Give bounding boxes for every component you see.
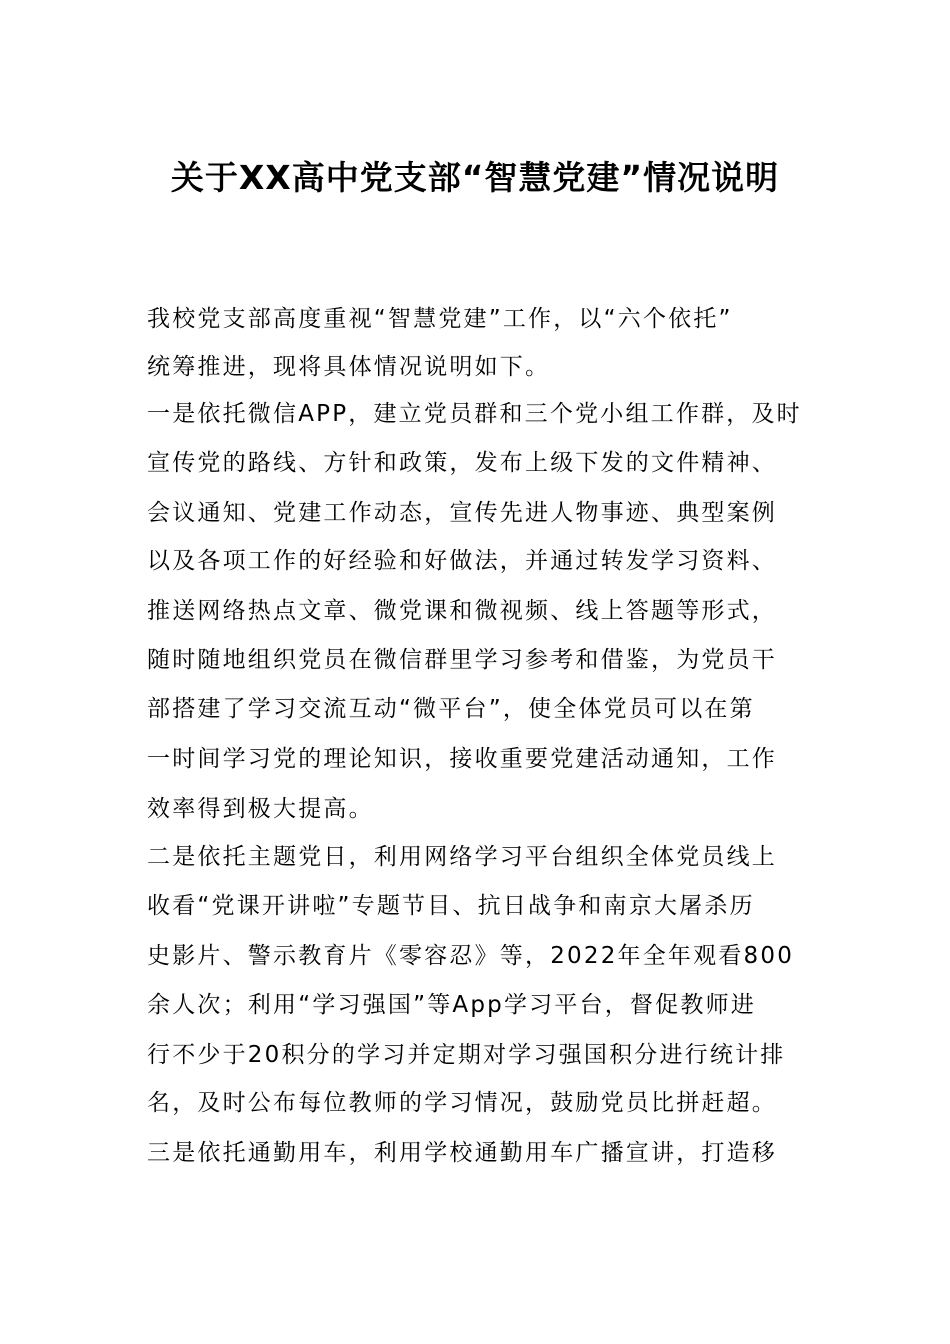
body-line: 以及各项工作的好经验和好做法，并通过转发学习资料、 — [147, 548, 777, 574]
body-line: 随时随地组织党员在微信群里学习参考和借鉴，为党员干 — [147, 647, 777, 673]
body-line: 行不少于20积分的学习并定期对学习强国积分进行统计排 — [147, 1042, 786, 1068]
body-line: 一是依托微信APP，建立党员群和三个党小组工作群，及时 — [147, 401, 802, 427]
body-line: 余人次；利用“学习强国”等App学习平台，督促教师进 — [147, 992, 756, 1018]
body-line: 二是依托主题党日，利用网络学习平台组织全体党员线上 — [147, 844, 777, 870]
body-line: 一时间学习党的理论知识，接收重要党建活动通知，工作 — [147, 746, 777, 772]
body-line: 三是依托通勤用车，利用学校通勤用车广播宣讲，打造移 — [147, 1140, 777, 1166]
document-title: 关于XX高中党支部“智慧党建”情况说明 — [170, 158, 780, 197]
body-line: 效率得到极大提高。 — [147, 796, 374, 822]
body-line: 统筹推进，现将具体情况说明如下。 — [147, 354, 551, 380]
body-line: 部搭建了学习交流互动“微平台”，使全体党员可以在第 — [147, 696, 755, 722]
body-line: 收看“党课开讲啦”专题节目、抗日战争和南京大屠杀历 — [147, 893, 755, 919]
body-line: 会议通知、党建工作动态，宣传先进人物事迹、典型案例 — [147, 500, 777, 526]
body-line: 推送网络热点文章、微党课和微视频、线上答题等形式， — [147, 598, 777, 624]
body-line: 名，及时公布每位教师的学习情况，鼓励党员比拼赶超。 — [147, 1090, 777, 1116]
body-line: 史影片、警示教育片《零容忍》等，2022年全年观看800 — [147, 943, 795, 969]
body-line: 宣传党的路线、方针和政策，发布上级下发的文件精神、 — [147, 450, 777, 476]
body-line: 我校党支部高度重视“智慧党建”工作，以“六个依托” — [147, 306, 733, 332]
